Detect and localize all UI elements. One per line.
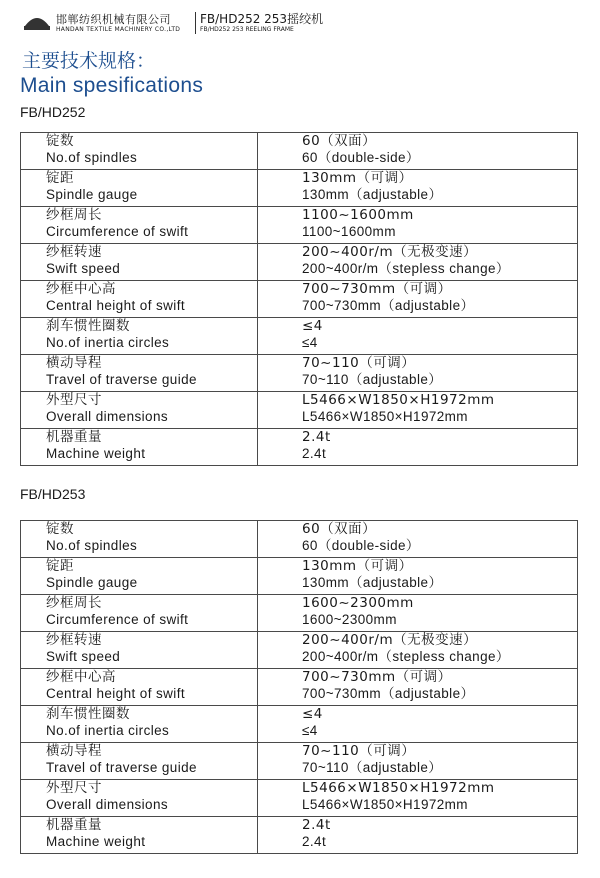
spec-value-cn: 700~730mm（可调） xyxy=(302,281,452,297)
spec-name-cell xyxy=(21,632,258,669)
spec-value-cell xyxy=(258,521,578,558)
spec-value-cell xyxy=(258,558,578,595)
spec-name-en: Machine weight xyxy=(46,834,146,849)
spec-name-en: Swift speed xyxy=(46,261,121,276)
spec-row xyxy=(21,355,578,392)
spec-name-en: No.of spindles xyxy=(46,538,138,553)
spec-name-en: Travel of traverse guide xyxy=(46,760,197,775)
spec-name-cell xyxy=(21,595,258,632)
spec-name-en: Circumference of swift xyxy=(46,612,189,627)
spec-name-cn: 横动导程 xyxy=(46,355,102,371)
spec-name-en: Travel of traverse guide xyxy=(46,372,197,387)
spec-value-cn: 1100~1600mm xyxy=(302,207,414,223)
spec-table-252 xyxy=(20,132,578,466)
spec-name-cn: 纱框中心高 xyxy=(46,281,116,297)
spec-table-253 xyxy=(20,520,578,854)
spec-row xyxy=(21,392,578,429)
spec-value-cell xyxy=(258,706,578,743)
spec-name-cn: 横动导程 xyxy=(46,743,102,759)
spec-name-en: No.of inertia circles xyxy=(46,335,170,350)
spec-value-en: 2.4t xyxy=(302,834,327,849)
spec-row xyxy=(21,318,578,355)
spec-row xyxy=(21,817,578,854)
spec-name-cn: 锭数 xyxy=(46,521,74,537)
spec-name-cell xyxy=(21,133,258,170)
spec-value-en: 1100~1600mm xyxy=(302,224,396,239)
spec-name-cn: 纱框转速 xyxy=(46,244,102,260)
spec-value-cn: 60（双面） xyxy=(302,133,377,149)
spec-value-cn: 1600~2300mm xyxy=(302,595,414,611)
spec-value-cell xyxy=(258,780,578,817)
spec-row xyxy=(21,706,578,743)
spec-name-cell xyxy=(21,706,258,743)
page-header xyxy=(22,8,582,38)
spec-name-en: Circumference of swift xyxy=(46,224,189,239)
spec-name-cn: 纱框周长 xyxy=(46,595,102,611)
spec-value-cn: 700~730mm（可调） xyxy=(302,669,452,685)
spec-name-cell xyxy=(21,743,258,780)
spec-name-cn: 外型尺寸 xyxy=(46,780,102,796)
spec-value-cn: ≤4 xyxy=(302,318,323,334)
spec-value-en: 70~110（adjustable） xyxy=(302,372,443,387)
spec-value-en: 1600~2300mm xyxy=(302,612,397,627)
spec-value-cn: 130mm（可调） xyxy=(302,170,413,186)
model-title: FB/HD252 253摇绞机 xyxy=(200,12,324,26)
spec-name-en: Spindle gauge xyxy=(46,187,138,202)
spec-value-cell xyxy=(258,392,578,429)
spec-name-cn: 刹车惯性圈数 xyxy=(46,318,130,334)
spec-value-cell xyxy=(258,669,578,706)
spec-row xyxy=(21,743,578,780)
spec-name-cell xyxy=(21,558,258,595)
spec-row xyxy=(21,244,578,281)
spec-value-en: 700~730mm（adjustable） xyxy=(302,298,475,313)
spec-value-cell xyxy=(258,817,578,854)
spec-row xyxy=(21,521,578,558)
spec-value-cn: 200~400r/m（无极变速） xyxy=(302,244,478,260)
spec-value-cell xyxy=(258,355,578,392)
spec-name-cn: 机器重量 xyxy=(46,429,102,445)
spec-value-en: 130mm（adjustable） xyxy=(302,575,443,590)
company-logo-icon xyxy=(22,8,52,32)
company-name-en: HANDAN TEXTILE MACHINERY CO.,LTD xyxy=(56,26,181,33)
spec-value-cn: 130mm（可调） xyxy=(302,558,413,574)
spec-row xyxy=(21,207,578,244)
spec-value-cn: 60（双面） xyxy=(302,521,377,537)
spec-name-cell xyxy=(21,244,258,281)
spec-value-en: 60（double-side） xyxy=(302,538,420,553)
spec-value-cell xyxy=(258,244,578,281)
header-divider xyxy=(195,12,196,34)
spec-name-cell xyxy=(21,669,258,706)
section-title-cn: 主要技术规格： xyxy=(22,50,156,72)
spec-value-cell xyxy=(258,133,578,170)
spec-value-cell xyxy=(258,743,578,780)
spec-value-cell xyxy=(258,429,578,466)
spec-name-cell xyxy=(21,281,258,318)
spec-name-cn: 机器重量 xyxy=(46,817,102,833)
spec-value-cell xyxy=(258,632,578,669)
spec-value-cn: 2.4t xyxy=(302,429,331,445)
spec-value-cell xyxy=(258,170,578,207)
model-label-253: FB/HD253 xyxy=(20,486,86,502)
spec-name-en: Overall dimensions xyxy=(46,797,168,812)
spec-name-cn: 纱框转速 xyxy=(46,632,102,648)
spec-value-en: 700~730mm（adjustable） xyxy=(302,686,475,701)
spec-value-cn: 70~110（可调） xyxy=(302,355,416,371)
spec-name-cell xyxy=(21,521,258,558)
spec-name-cell xyxy=(21,780,258,817)
spec-value-en: ≤4 xyxy=(302,335,318,350)
company-name-cn: 邯郸纺织机械有限公司 xyxy=(56,13,171,26)
spec-value-cell xyxy=(258,281,578,318)
spec-name-en: Overall dimensions xyxy=(46,409,168,424)
spec-row xyxy=(21,558,578,595)
spec-value-en: 200~400r/m（stepless change） xyxy=(302,649,510,664)
spec-name-cn: 刹车惯性圈数 xyxy=(46,706,130,722)
spec-name-cn: 锭数 xyxy=(46,133,74,149)
spec-name-cell xyxy=(21,392,258,429)
model-subtitle: FB/HD252 253 REELING FRAME xyxy=(200,26,294,33)
spec-value-cn: 200~400r/m（无极变速） xyxy=(302,632,478,648)
spec-name-en: Central height of swift xyxy=(46,686,186,701)
spec-name-cn: 纱框周长 xyxy=(46,207,102,223)
spec-value-en: 70~110（adjustable） xyxy=(302,760,443,775)
spec-name-cell xyxy=(21,429,258,466)
spec-name-cn: 锭距 xyxy=(46,558,74,574)
spec-row xyxy=(21,170,578,207)
spec-row xyxy=(21,133,578,170)
spec-name-en: Swift speed xyxy=(46,649,121,664)
spec-row xyxy=(21,632,578,669)
spec-name-en: Spindle gauge xyxy=(46,575,138,590)
spec-name-cn: 外型尺寸 xyxy=(46,392,102,408)
spec-value-cn: 70~110（可调） xyxy=(302,743,416,759)
spec-row xyxy=(21,595,578,632)
spec-name-cell xyxy=(21,817,258,854)
spec-name-cn: 纱框中心高 xyxy=(46,669,116,685)
spec-name-cell xyxy=(21,207,258,244)
spec-row xyxy=(21,669,578,706)
spec-row xyxy=(21,780,578,817)
spec-value-en: 200~400r/m（stepless change） xyxy=(302,261,510,276)
spec-name-cn: 锭距 xyxy=(46,170,74,186)
spec-value-cn: L5466×W1850×H1972mm xyxy=(302,392,495,408)
spec-value-en: 60（double-side） xyxy=(302,150,420,165)
spec-value-en: ≤4 xyxy=(302,723,318,738)
spec-value-cn: L5466×W1850×H1972mm xyxy=(302,780,495,796)
spec-value-cell xyxy=(258,595,578,632)
spec-name-cell xyxy=(21,355,258,392)
spec-value-en: L5466×W1850×H1972mm xyxy=(302,409,468,424)
spec-name-en: No.of spindles xyxy=(46,150,138,165)
spec-row xyxy=(21,429,578,466)
spec-value-cn: 2.4t xyxy=(302,817,331,833)
spec-value-cn: ≤4 xyxy=(302,706,323,722)
spec-value-cell xyxy=(258,207,578,244)
model-label-252: FB/HD252 xyxy=(20,104,86,120)
spec-name-cell xyxy=(21,170,258,207)
spec-value-cell xyxy=(258,318,578,355)
spec-value-en: L5466×W1850×H1972mm xyxy=(302,797,468,812)
spec-name-en: No.of inertia circles xyxy=(46,723,170,738)
section-title-en: Main spesifications xyxy=(20,74,204,97)
spec-row xyxy=(21,281,578,318)
spec-name-en: Machine weight xyxy=(46,446,146,461)
spec-name-en: Central height of swift xyxy=(46,298,186,313)
spec-value-en: 2.4t xyxy=(302,446,327,461)
spec-value-en: 130mm（adjustable） xyxy=(302,187,443,202)
spec-name-cell xyxy=(21,318,258,355)
